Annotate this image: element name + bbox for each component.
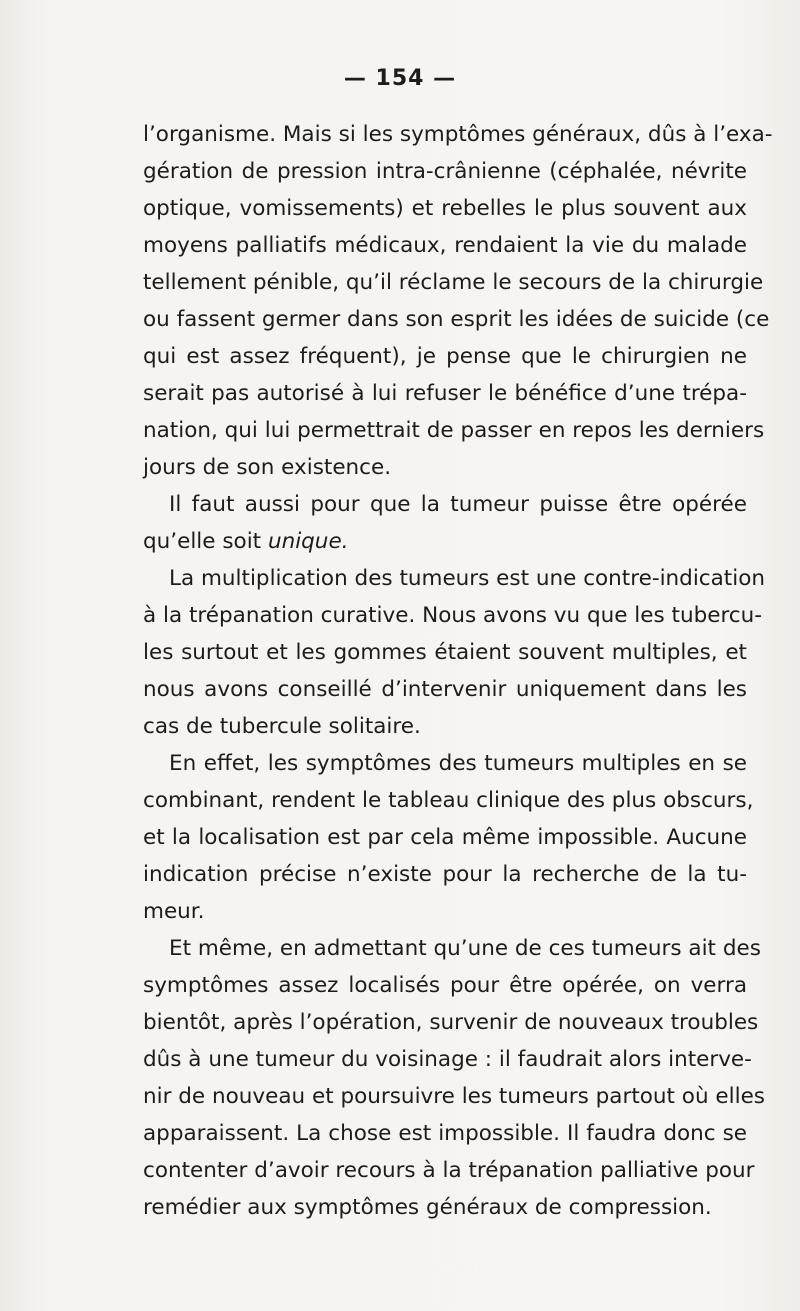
text-line: nir de nouveau et poursuivre les tumeurs partout où elles (143, 1084, 766, 1109)
text-line: En effet, les symptômes des tumeurs multiples en se (169, 751, 747, 776)
text-line: meur. (143, 899, 205, 924)
text-line: apparaissent. La chose est impossible. Il faudra donc se (143, 1121, 747, 1146)
text-line: optique, vomissements) et rebelles le plus souvent aux (143, 196, 747, 221)
text-line: serait pas autorisé à lui refuser le bénéfice d’une trépa- (143, 381, 747, 406)
text-line: nous avons conseillé d’intervenir uniquement dans les (143, 677, 747, 702)
text-line: combinant, rendent le tableau clinique des plus obscurs, (143, 788, 754, 813)
text-line: indication précise n’existe pour la recherche de la tu- (143, 862, 747, 887)
text-line: qui est assez fréquent), je pense que le chirurgien ne (143, 344, 747, 369)
text-line: jours de son existence. (143, 455, 392, 480)
text-line: à la trépanation curative. Nous avons vu que les tubercu- (143, 603, 763, 628)
text-line: contenter d’avoir recours à la trépanation palliative pour (143, 1158, 755, 1183)
text-line: tellement pénible, qu’il réclame le secours de la chirurgie (143, 270, 764, 295)
text-line: symptômes assez localisés pour être opérée, on verra (143, 973, 747, 998)
text-line: nation, qui lui permettrait de passer en repos les derniers (143, 418, 765, 443)
text-line: cas de tubercule solitaire. (143, 714, 421, 739)
text-line-prefix: qu’elle soit (143, 529, 268, 554)
text-line: et la localisation est par cela même impossible. Aucune (143, 825, 747, 850)
text-line: Il faut aussi pour que la tumeur puisse être opérée (169, 492, 747, 517)
text-line: bientôt, après l’opération, survenir de nouveaux troubles (143, 1010, 759, 1035)
text-line: moyens palliatifs médicaux, rendaient la vie du malade (143, 233, 747, 258)
text-line: ou fassent germer dans son esprit les idées de suicide (ce (143, 307, 770, 332)
page-number: — 154 — (343, 66, 457, 91)
text-line: remédier aux symptômes généraux de compression. (143, 1195, 712, 1220)
text-line: l’organisme. Mais si les symptômes généraux, dûs à l’exa- (143, 122, 773, 147)
text-line: dûs à une tumeur du voisinage : il faudrait alors interve- (143, 1047, 752, 1072)
text-line: gération de pression intra-crânienne (céphalée, névrite (143, 159, 747, 184)
body-text (143, 116, 773, 1226)
text-line: La multiplication des tumeurs est une contre-indication (169, 566, 765, 591)
text-line: les surtout et les gommes étaient souvent multiples, et (143, 640, 747, 665)
text-line: Et même, en admettant qu’une de ces tumeurs ait des (169, 936, 761, 961)
text-line (143, 523, 747, 560)
emphasis-unique: unique. (267, 529, 349, 554)
